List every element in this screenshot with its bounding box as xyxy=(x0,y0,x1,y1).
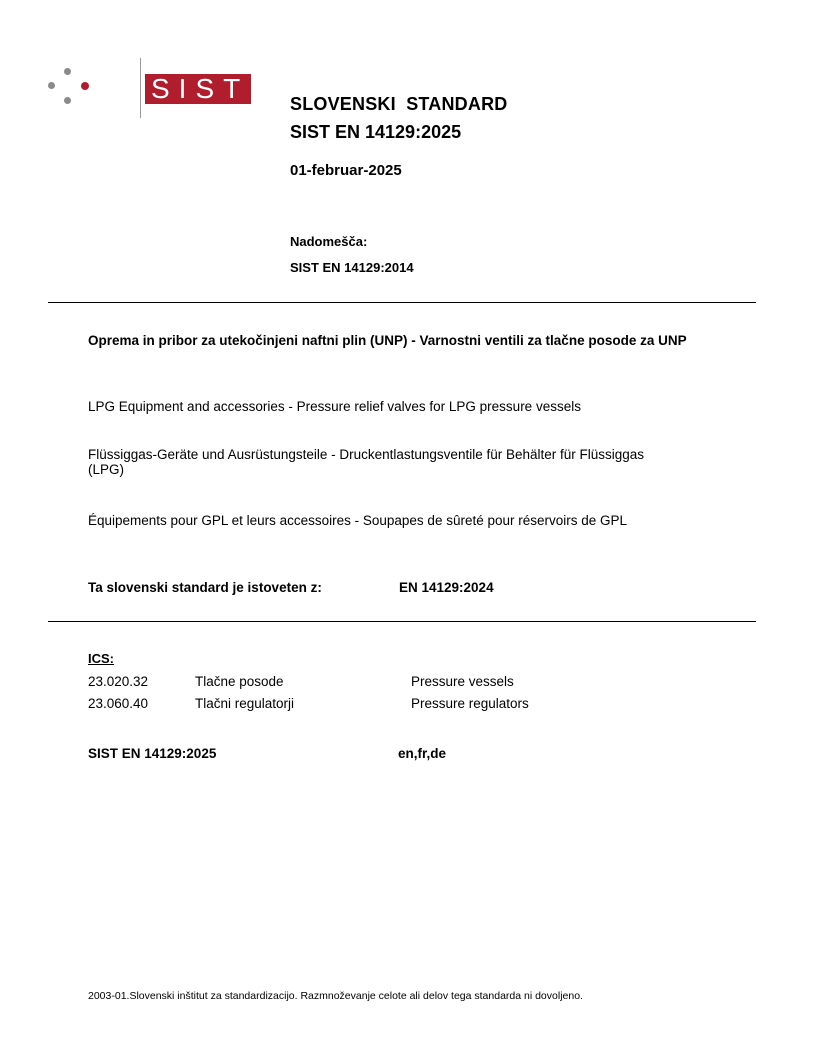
replaces-value: SIST EN 14129:2014 xyxy=(290,260,414,275)
logo-dot-accent xyxy=(81,82,89,90)
ics-title-sl: Tlačni regulatorji xyxy=(195,696,295,711)
ics-code: 23.020.32 xyxy=(88,674,149,689)
title-french: Équipements pour GPL et leurs accessoires - Soupapes de sûreté pour réservoirs de GPL xyxy=(88,513,628,528)
ics-code: 23.060.40 xyxy=(88,696,149,711)
ics-row xyxy=(88,674,728,692)
ics-title-sl: Tlačne posode xyxy=(195,674,284,689)
standard-type: SLOVENSKI STANDARD xyxy=(290,94,508,114)
title-german: Flüssiggas-Geräte und Ausrüstungsteile - Druckentlastungsventile für Behälter für Flüssiggas (LPG) xyxy=(88,447,645,477)
ics-row xyxy=(88,696,728,714)
ics-title-en: Pressure regulators xyxy=(411,696,529,711)
ics-label: ICS: xyxy=(88,651,114,666)
logo-dot xyxy=(48,82,55,89)
title-english: LPG Equipment and accessories - Pressure relief valves for LPG pressure vessels xyxy=(88,399,581,414)
ics-title-en: Pressure vessels xyxy=(411,674,514,689)
logo-dot xyxy=(64,68,71,75)
sist-logo xyxy=(47,66,250,118)
logo-dot xyxy=(64,97,71,104)
summary-number: SIST EN 14129:2025 xyxy=(88,746,217,761)
replaces-label: Nadomešča: xyxy=(290,234,368,249)
copyright-footer: 2003-01.Slovenski inštitut za standardizacijo. Razmnoževanje celote ali delov tega standarda ni dovoljeno. xyxy=(88,990,583,1002)
summary-languages: en,fr,de xyxy=(398,746,447,761)
standard-number: SIST EN 14129:2025 xyxy=(290,122,462,142)
divider-top xyxy=(48,302,756,303)
identical-value: EN 14129:2024 xyxy=(399,580,494,595)
publication-date: 01-februar-2025 xyxy=(290,162,402,179)
title-slovenian: Oprema in pribor za utekočinjeni naftni plin (UNP) - Varnostni ventili za tlačne posode za UNP xyxy=(88,333,687,348)
divider-bottom xyxy=(48,621,756,622)
logo-divider xyxy=(140,58,141,118)
logo-wordmark: SIST xyxy=(145,74,251,104)
identical-label: Ta slovenski standard je istoveten z: xyxy=(88,580,322,595)
